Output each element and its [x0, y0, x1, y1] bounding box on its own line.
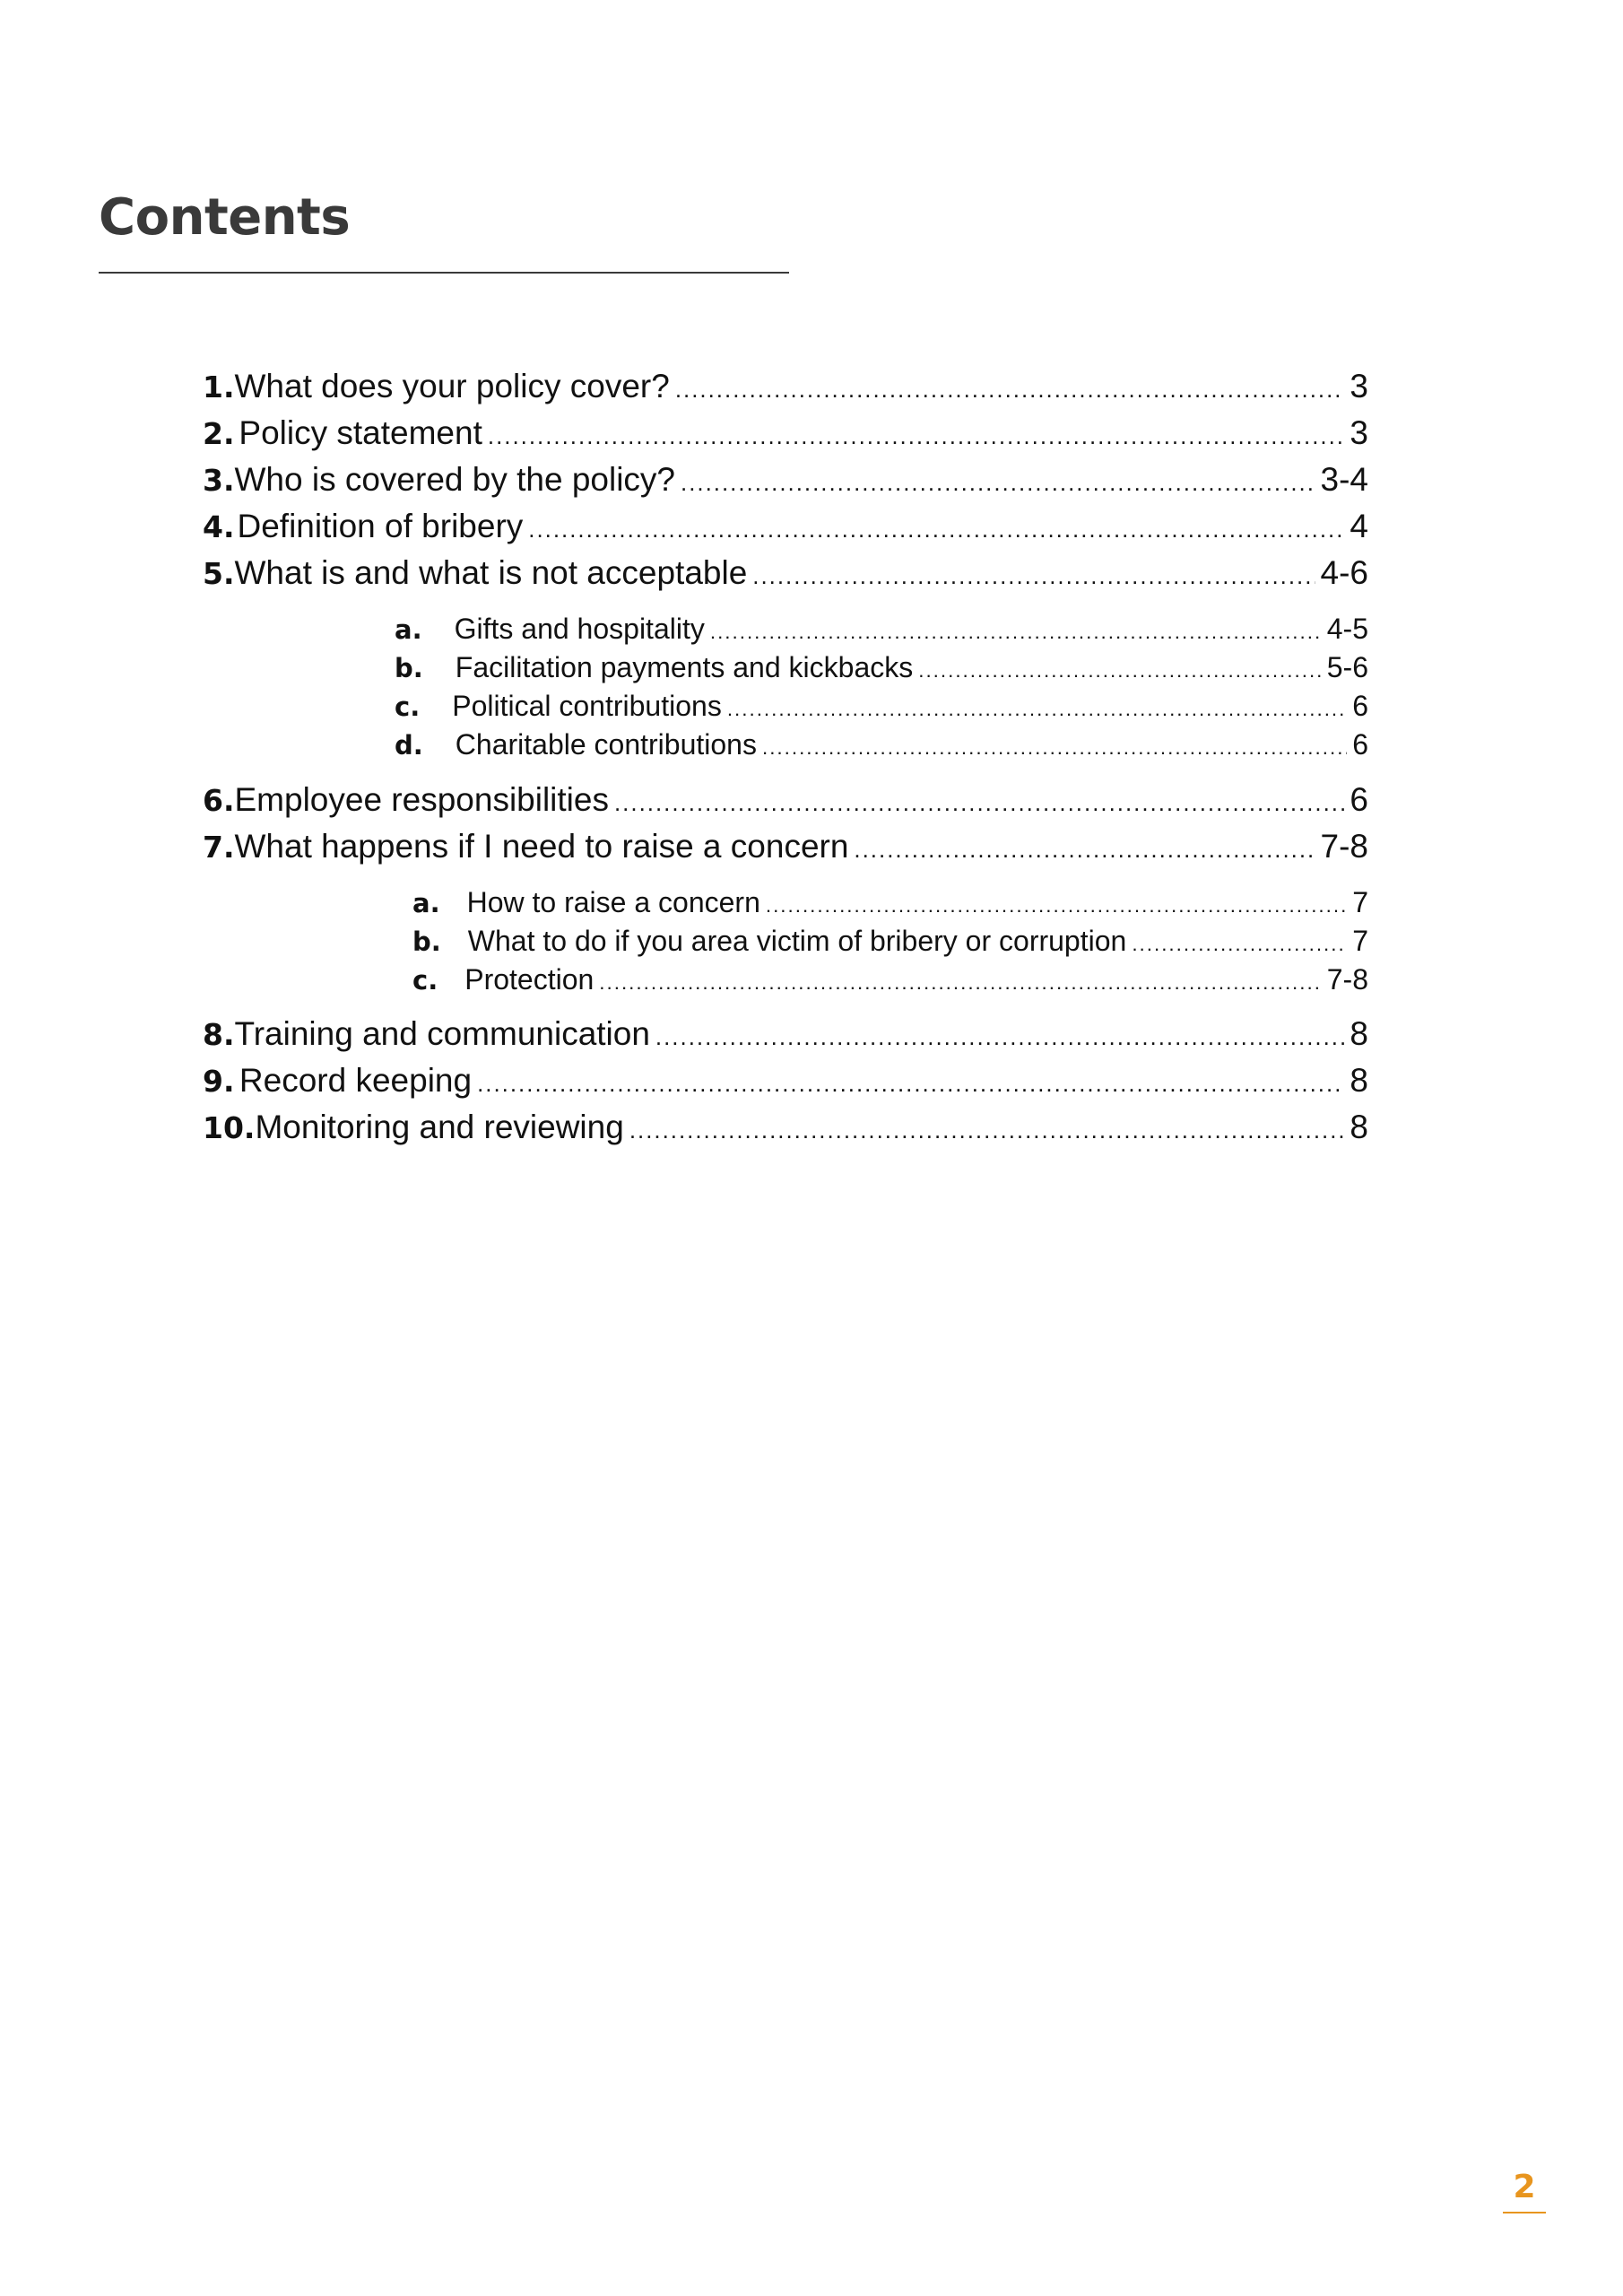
toc-page: 6 [1352, 728, 1368, 761]
toc-label: Facilitation payments and kickbacks [455, 651, 914, 683]
toc-number: 2. [203, 416, 235, 451]
toc-page: 4 [1350, 508, 1368, 544]
toc-number: b. [412, 926, 441, 957]
toc-number: d. [395, 730, 423, 761]
page-number-underline [1503, 2212, 1546, 2213]
toc-number: 3. [203, 463, 235, 498]
dot-leader [675, 378, 1345, 404]
dot-leader [629, 1118, 1345, 1144]
toc-number: 9. [203, 1064, 235, 1099]
toc-page: 3 [1350, 368, 1368, 404]
toc-label: What happens if I need to raise a concern [234, 828, 849, 865]
toc-number: 1. [203, 370, 235, 404]
toc-entry[interactable] [203, 461, 1368, 499]
toc-page: 8 [1350, 1109, 1368, 1145]
dot-leader [752, 564, 1315, 590]
toc-label: Charitable contributions [455, 728, 757, 761]
toc-entry[interactable] [203, 1015, 1368, 1053]
toc-number: 5. [203, 556, 235, 591]
page-number: 2 [1513, 2169, 1536, 2205]
toc-page: 3-4 [1320, 461, 1368, 498]
dot-leader [854, 838, 1315, 864]
toc-page: 7-8 [1320, 828, 1368, 865]
toc-entry[interactable] [203, 508, 1368, 545]
toc-label: Gifts and hospitality [454, 613, 705, 645]
toc-subentry[interactable] [412, 886, 1368, 919]
dot-leader [710, 621, 1322, 644]
toc-entry[interactable] [203, 828, 1368, 865]
dot-leader [918, 659, 1322, 683]
toc-label: Who is covered by the policy? [234, 461, 676, 498]
toc-label: Employee responsibilities [234, 781, 609, 818]
toc-number: c. [395, 691, 421, 722]
toc-entry[interactable] [203, 1109, 1368, 1146]
toc-label: How to raise a concern [466, 886, 760, 918]
toc-page: 7 [1352, 886, 1368, 918]
dot-leader [599, 971, 1321, 995]
toc-page: 4-6 [1320, 554, 1368, 591]
dot-leader [655, 1025, 1345, 1051]
toc-label: Training and communication [234, 1015, 650, 1052]
toc-entry[interactable] [203, 414, 1368, 452]
dot-leader [488, 424, 1345, 450]
toc-page: 7-8 [1326, 963, 1368, 996]
toc-number: 6. [203, 783, 235, 818]
toc-entry[interactable] [203, 368, 1368, 405]
dot-leader [762, 736, 1347, 760]
toc-number: a. [412, 888, 440, 918]
toc-entry[interactable] [203, 554, 1368, 592]
toc-subentry[interactable] [395, 613, 1368, 646]
dot-leader [1132, 933, 1347, 956]
dot-leader [727, 698, 1347, 721]
toc-page: 5-6 [1326, 651, 1368, 683]
toc-page: 7 [1352, 925, 1368, 957]
toc-number: b. [395, 653, 423, 683]
toc-number: 4. [203, 509, 235, 544]
toc-number: 7. [203, 830, 235, 865]
toc-page: 8 [1350, 1015, 1368, 1052]
toc-label: Definition of bribery [237, 508, 524, 544]
page-title: Contents [99, 188, 351, 247]
toc-number: 10. [203, 1110, 256, 1145]
toc-label: Monitoring and reviewing [255, 1109, 624, 1145]
toc-subentry[interactable] [395, 728, 1368, 761]
toc-label: Political contributions [452, 690, 722, 722]
toc-page: 8 [1350, 1062, 1368, 1099]
dot-leader [528, 517, 1344, 544]
toc-page: 3 [1350, 414, 1368, 451]
toc-number: a. [395, 614, 422, 645]
dot-leader [766, 894, 1347, 918]
dot-leader [477, 1072, 1344, 1098]
toc-number: 8. [203, 1017, 235, 1052]
toc-subentry[interactable] [412, 963, 1368, 996]
toc-label: Record keeping [239, 1062, 473, 1099]
dot-leader [614, 791, 1344, 817]
toc-entry[interactable] [203, 781, 1368, 819]
toc-label: What is and what is not acceptable [234, 554, 748, 591]
toc-label: What to do if you area victim of bribery or corruption [467, 925, 1127, 957]
toc-subentry[interactable] [412, 925, 1368, 958]
toc-number: c. [412, 965, 438, 996]
toc-subentry[interactable] [395, 690, 1368, 723]
dot-leader [681, 471, 1315, 497]
toc-subentry[interactable] [395, 651, 1368, 684]
toc-label: Protection [464, 963, 595, 996]
toc-page: 6 [1350, 781, 1368, 818]
toc-page: 4-5 [1326, 613, 1368, 645]
title-divider [99, 272, 789, 274]
toc-label: Policy statement [239, 414, 482, 451]
toc-page: 6 [1352, 690, 1368, 722]
toc-entry[interactable] [203, 1062, 1368, 1100]
toc-label: What does your policy cover? [234, 368, 670, 404]
